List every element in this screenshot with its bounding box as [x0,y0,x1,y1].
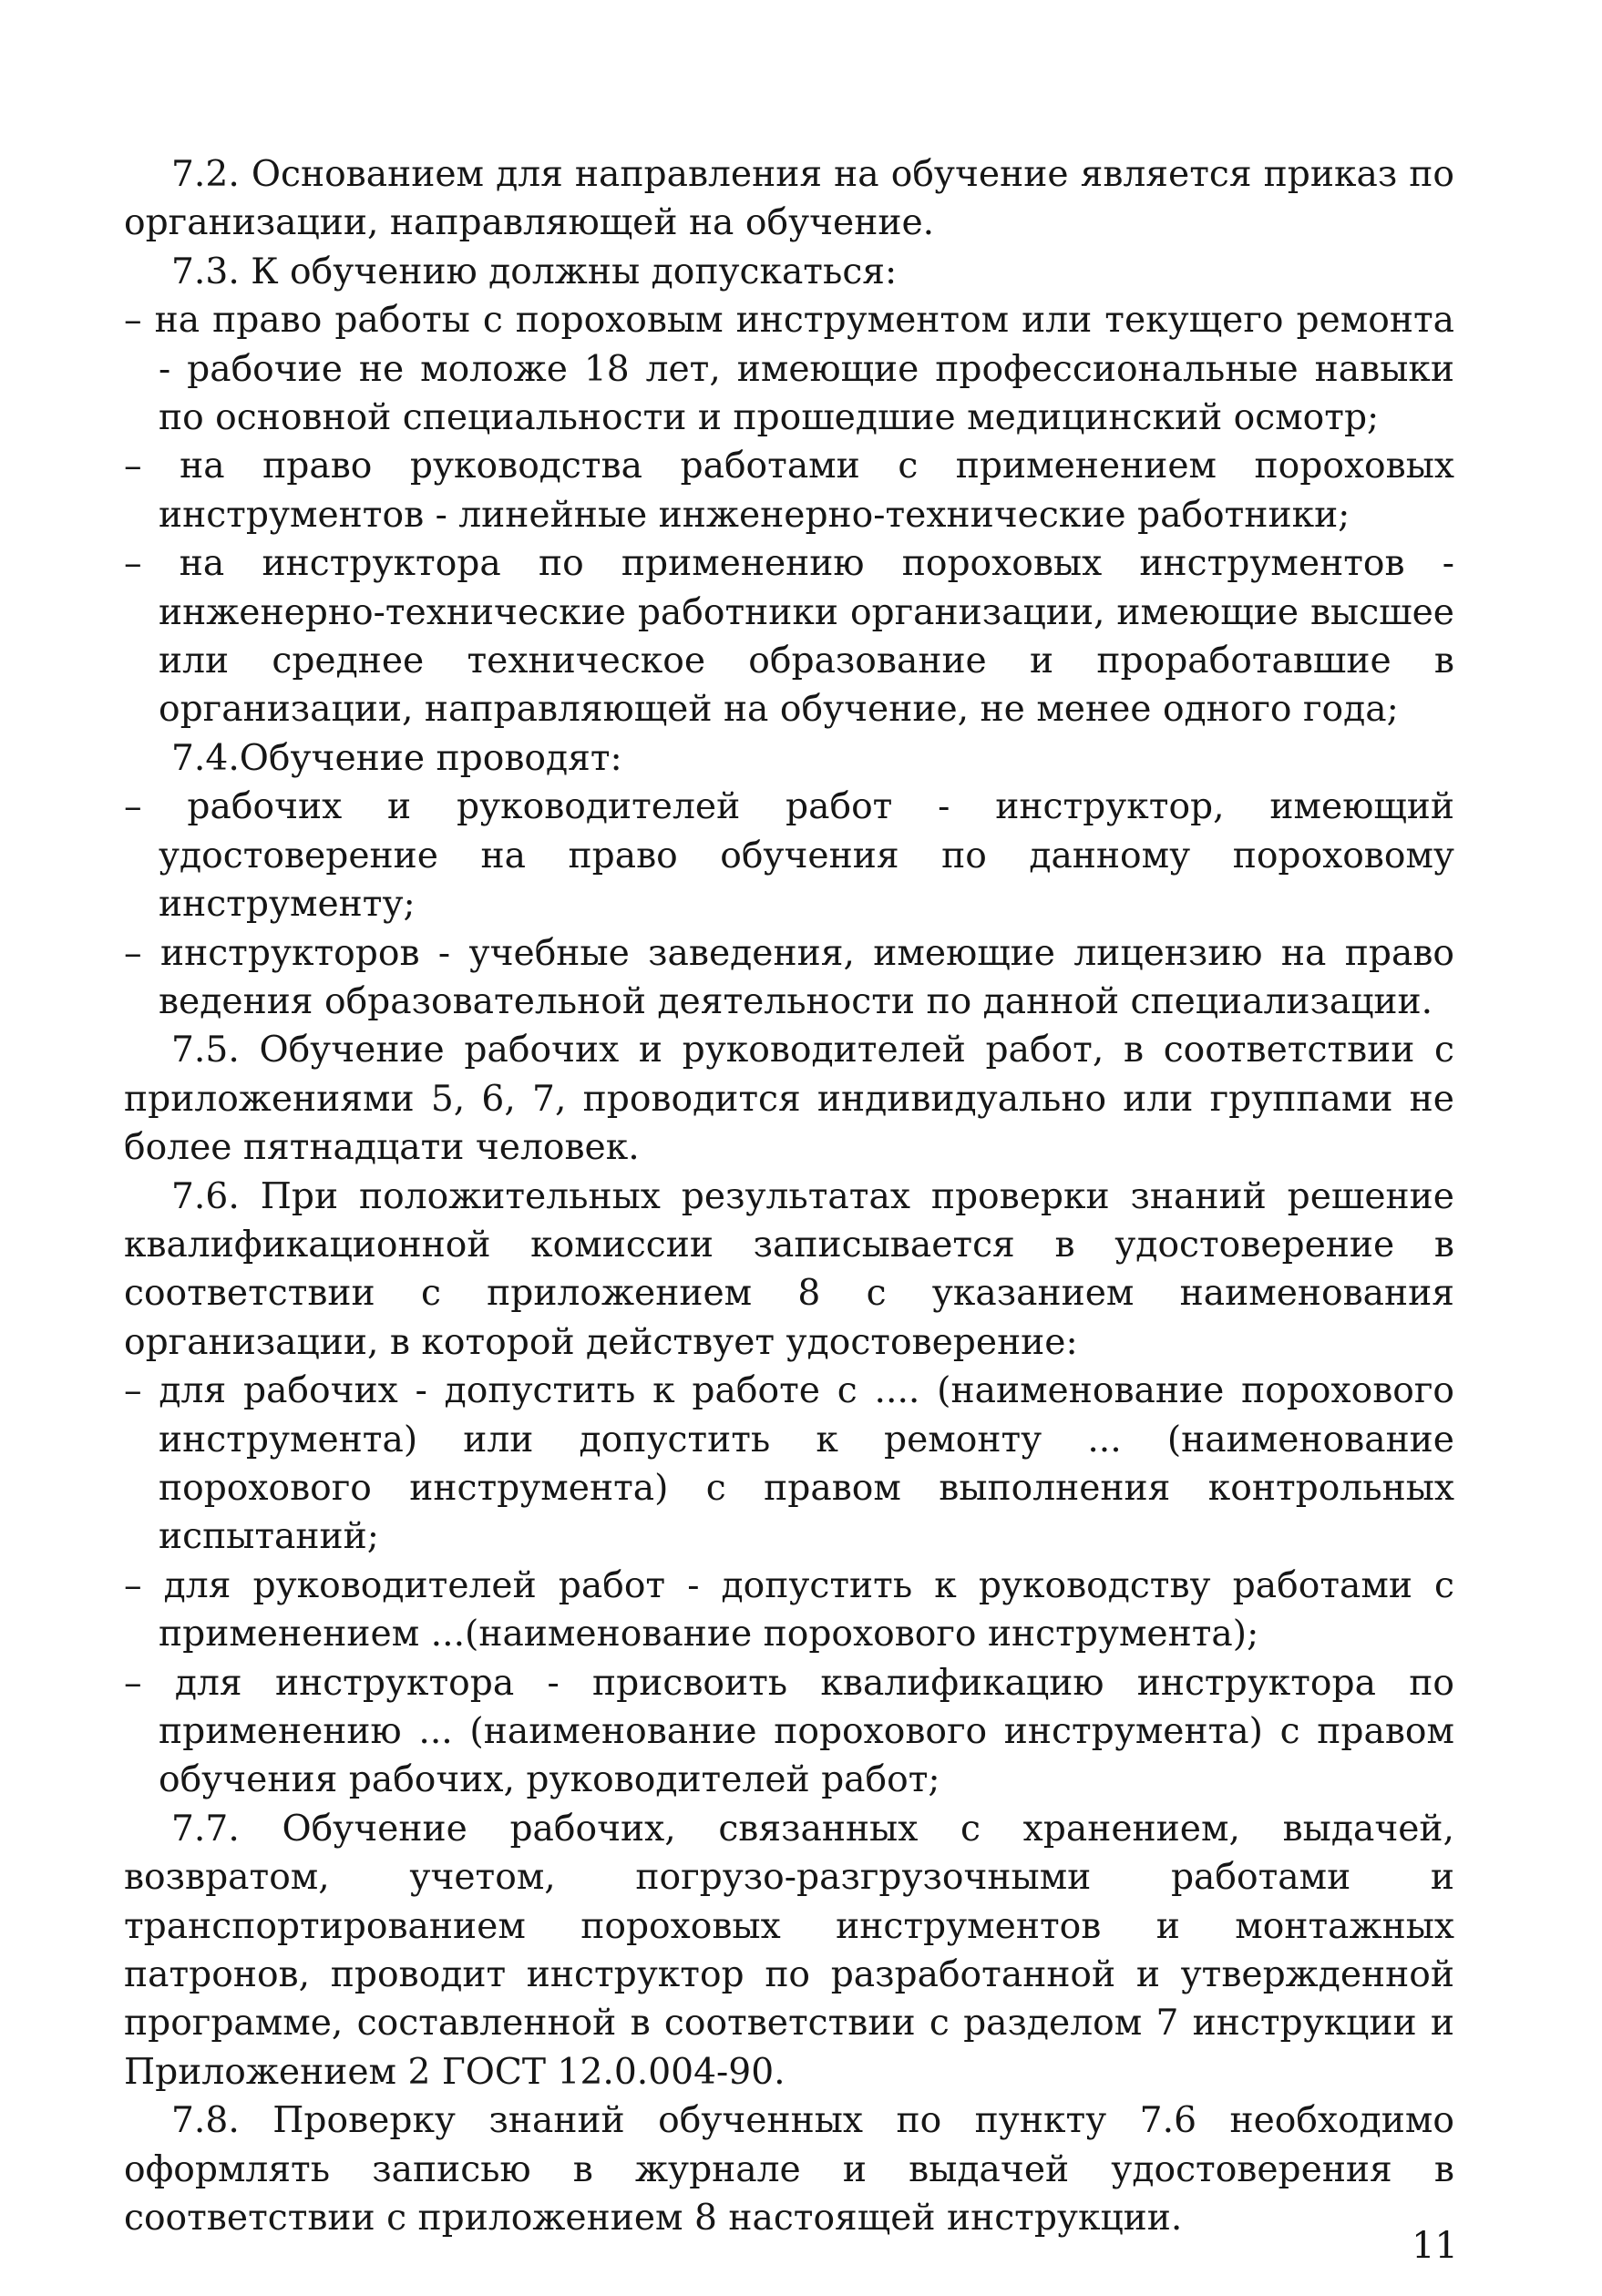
paragraph-7-5: 7.5. Обучение рабочих и руководителей работ, в соответствии с приложениями 5, 6, 7, проводится индивидуально или группами не более пятнадцати человек. [124,1030,1454,1169]
list-item: – на право руководства работами с применением пороховых инструментов - линейные инженерно-технические работники; [124,446,1454,536]
list-item: – для инструктора - присвоить квалификацию инструктора по применению ... (наименование порохового инструмента) с правом обучения рабочих, руководителей работ; [124,1662,1454,1801]
document-page [124,150,1454,2240]
list-item: – для рабочих - допустить к работе с .... (наименование порохового инструмента) или допустить к ремонту ... (наименование порохового инструмента) с правом выполнения контрольных испытаний; [124,1370,1454,1558]
paragraph-7-3: 7.3. К обучению должны допускаться: [171,251,898,292]
paragraph-7-8: 7.8. Проверку знаний обученных по пункту 7.6 необходимо оформлять записью в журнале и выдачей удостоверения в соответствии с приложением 8 настоящей инструкции. [124,2100,1454,2240]
paragraph-7-2: 7.2. Основанием для направления на обучение является приказ по организации, направляющей на обучение. [124,154,1454,244]
page-number: 11 [1412,2225,1458,2267]
paragraph-7-6: 7.6. При положительных результатах проверки знаний решение квалификационной комиссии записывается в удостоверение в соответствии с приложением 8 с указанием наименования организации, в которой действует удостоверение: [124,1175,1454,1363]
paragraph-7-4: 7.4.Обучение проводят: [171,737,622,779]
list-item: – на инструктора по применению пороховых инструментов - инженерно-технические работники организации, имеющие высшее или среднее техническое образование и проработавшие в организации, направляющей на обучение, не менее одного года; [124,543,1454,731]
list-item: – инструкторов - учебные заведения, имеющие лицензию на право ведения образовательной деятельности по данной специализации. [124,932,1454,1022]
list-item: – на право работы с пороховым инструментом или текущего ремонта - рабочие не моложе 18 лет, имеющие профессиональные навыки по основной специальности и прошедшие медицинский осмотр; [124,300,1454,439]
list-item: – рабочих и руководителей работ - инструктор, имеющий удостоверение на право обучения по данному пороховому инструменту; [124,786,1454,926]
list-item: – для руководителей работ - допустить к руководству работами с применением ...(наименование порохового инструмента); [124,1564,1454,1655]
paragraph-7-7: 7.7. Обучение рабочих, связанных с хранением, выдачей, возвратом, учетом, погрузо-разгрузочными работами и транспортированием пороховых инструментов и монтажных патронов, проводит инструктор по разработанной и утвержденной программе, составленной в соответствии с разделом 7 инструкции и Приложением 2 ГОСТ 12.0.004-90. [124,1808,1454,2093]
